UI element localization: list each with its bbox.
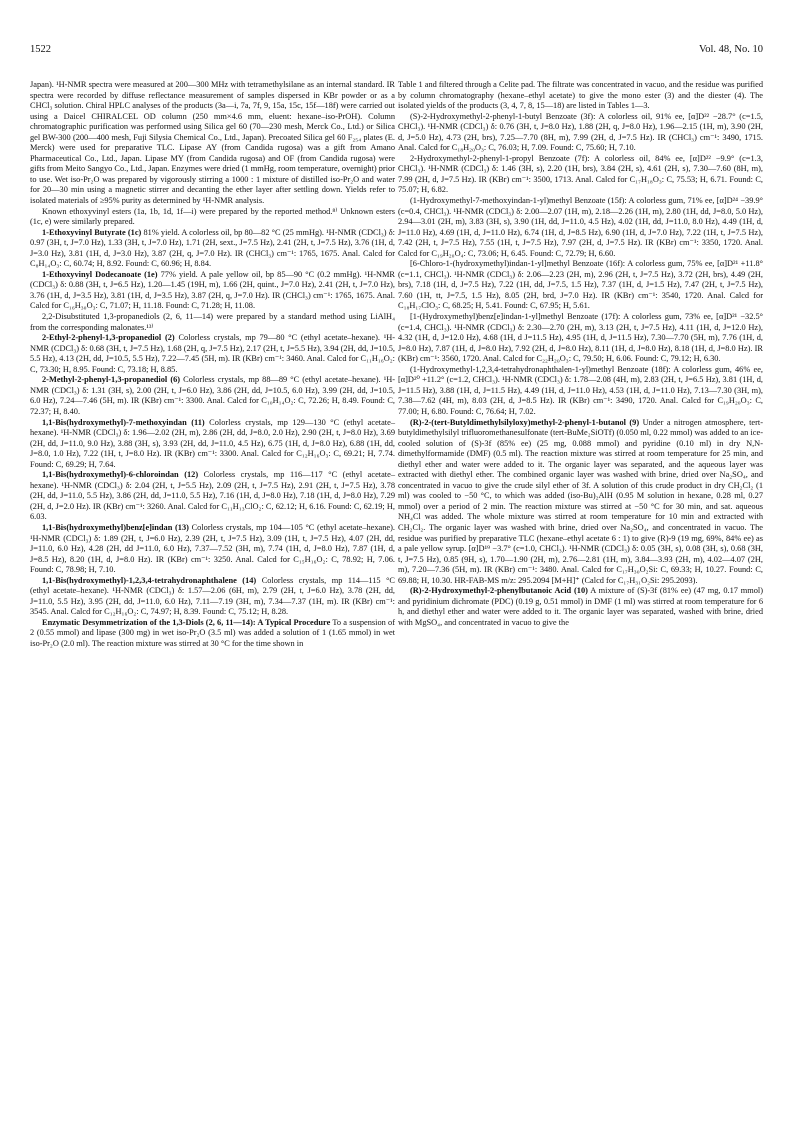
- paragraph: [30, 80, 395, 207]
- paragraph-text: 2-Hydroxymethyl-2-phenyl-1-propyl Benzoate (7f): A colorless oil, 84% ee, [α]D²² −9.9° (c=1.3, CHCl₃). ¹H-NMR (CDCl₃) δ: 1.46 (3H, s), 2.20 (1H, brs), 3.84 (2H, s), 4.61 (2H, s), 7.30—7.60 (8H, m), 7.99 (2H, d, J=7.5 Hz). IR (KBr) cm⁻¹: 3500, 1713. Anal. Calcd for C₁₇H₁₈O₃: C, 75.53; H, 6.71. Found: C, 75.07; H, 6.82.: [398, 153, 763, 195]
- paragraph: [398, 586, 763, 628]
- paragraph-text: 2,2-Disubstituted 1,3-propanediols (2, 6, 11—14) were prepared by a standard method using LiAlH₄ from the corresponding malonates.¹³⁾: [30, 312, 395, 332]
- page-number: 1522: [30, 44, 51, 55]
- paragraph-text: A mixture of (S)-3f (81% ee) (47 mg, 0.17 mmol) and pyridinium dichromate (PDC) (0.19 g, 0.51 mmol) in DMF (1 ml) was stirred at room temperature for 6 h, and diethyl ether and water were added to it. The organic layer was separated, washed with brine, dried with MgSO₄, and concentrated in vacuo to give the: [398, 586, 763, 627]
- compound-heading: (R)-2-Hydroxymethyl-2-phenylbutanoic Acid (10): [410, 586, 588, 596]
- paragraph-text: Known ethoxyvinyl esters (1a, 1b, 1d, 1f—i) were prepared by the reported method.⁸⁾ Unknown esters (1c, e) were similarly prepared.: [30, 206, 395, 227]
- paragraph: [30, 228, 395, 270]
- paragraph-text: Colorless crystals, mp 88—89 °C (ethyl acetate–hexane). ¹H-NMR (CDCl₃) δ: 1.31 (3H, s), 2.00 (2H, t, J=6.0 Hz), 3.86 (2H, dd, J=10.5, 6.0 Hz), 3.99 (2H, dd, J=10.5, 6.0 Hz), 7.24—7.46 (5H, m). IR (KBr) cm⁻¹: 3300. Anal. Calcd for C₁₀H₁₄O₂: C, 72.26; H, 8.49. Found: C, 72.37; H, 8.40.: [30, 375, 396, 416]
- left-column: [30, 80, 395, 650]
- compound-heading: 1-Ethoxyvinyl Butyrate (1c): [42, 227, 142, 237]
- compound-heading: 2-Ethyl-2-phenyl-1,3-propanediol (2): [42, 333, 175, 343]
- paragraph-text: (1-Hydroxymethyl-1,2,3,4-tetrahydronaphthalen-1-yl)methyl Benzoate (18f): A colorless gum, 46% ee, [α]D²⁰ +11.2° (c=1.2, CHCl₃). ¹H-NMR (CDCl₃) δ: 1.78—2.08 (4H, m), 2.83 (2H, t, J=6.5 Hz), 3.81 (1H, d, J=11.5 Hz), 3.88 (1H, d, J=11.5 Hz), 4.49 (1H, d, J=11.0 Hz), 4.53 (1H, d, J=11.0 Hz), 7.13—7.30 (3H, m), 7.38—7.62 (4H, m), 8.03 (2H, d, J=8.5 Hz). IR (KBr) cm⁻¹: 3490, 1720. Anal. Calcd for C₁₉H₂₀O₃: C, 77.00; H, 6.80. Found: C, 76.64; H, 7.02.: [398, 364, 763, 416]
- paragraph: [30, 576, 395, 618]
- paragraph-text: [1-(Hydroxymethyl)benz[e]indan-1-yl]methyl Benzoate (17f): A colorless gum, 73% ee, [α]D²¹ −32.5° (c=1.4, CHCl₃). ¹H-NMR (CDCl₃) δ: 2.30—2.70 (2H, m), 3.13 (2H, t, J=7.5 Hz), 4.11 (1H, d, J=12.0 Hz), 4.32 (1H, d, J=12.0 Hz), 4.68 (1H, d J=11.5 Hz), 4.95 (1H, d, J=11.5 Hz), 7.30—7.70 (5H, m), 7.76 (1H, d, J=8.0 Hz), 7.87 (1H, d, J=8.0 Hz), 7.92 (2H, d, J=8.0 Hz), 8.11 (1H, d, J=8.0 Hz), 8.18 (1H, d, J=8.0 Hz). IR (KBr) cm⁻¹: 3560, 1720. Anal. Calcd for C₂₂H₂₀O₃: C, 79.50; H, 6.06. Found: C, 79.12; H, 6.30.: [398, 312, 763, 364]
- right-column: [398, 80, 763, 628]
- paragraph: [398, 154, 763, 196]
- compound-heading: 1,1-Bis(hydroxymethyl)-7-methoxyindan (11): [42, 417, 205, 427]
- paragraph: [30, 418, 395, 471]
- compound-heading: Enzymatic Desymmetrization of the 1,3-Diols (2, 6, 11—14): A Typical Procedure: [42, 617, 331, 627]
- paragraph-text: 81% yield. A colorless oil, bp 80—82 °C (25 mmHg). ¹H-NMR (CDCl₃) δ: 0.97 (3H, t, J=7.0 Hz), 1.33 (3H, t, J=7.0 Hz), 1.71 (2H, sext., J=7.5 Hz), 2.41 (2H, t, J=7.5 Hz), 3.76 (1H, d, J=3.0 Hz), 3.81 (1H, d, J=3.0 Hz), 3.87 (2H, q, J=7.0 Hz). IR (CHCl₃) cm⁻¹: 1765, 1675. Anal. Calcd for C₈H₁₄O₃: C, 60.74; H, 8.92. Found: C, 60.96; H, 8.84.: [30, 227, 395, 269]
- paragraph-text: Under a nitrogen atmosphere, tert-butyldimethylsilyl trifluoromethanesulfonate (tert-BuMe₂SiOTf) (0.050 ml, 0.22 mmol) was added to an ice-cooled solution of (S)-3f (85% ee) (25 mg, 0.088 mmol) and pyridine (0.10 ml) in dry N,N-dimethylformamide (DMF) (0.5 ml). The reaction mixture was stirred at room temperature for 25 min, and diethyl ether and water were added to it. The organic layer was separated, and the aqueous layer was extracted with diethyl ether. The combined organic layer was washed with brine, dried over Na₂SO₄, and concentrated in vacuo to give the crude silyl ether of 3f. A solution of this crude product in dry CH₂Cl₂ (1 ml) was cooled to −50 °C, to which was added (iso-Bu)₂AlH (0.95 M solution in hexane, 0.28 ml, 0.27 mmol) over a period of 2 min. The reaction mixture was stirred at −50 °C for 30 min, and sat. aqueous NH₄Cl was added. The whole mixture was stirred at room temperature for 10 min and extracted with CH₂Cl₂. The organic layer was washed with brine, dried over Na₂SO₄, and concentrated in vacuo. The residue was purified by preparative TLC (hexane–ethyl acetate 6 : 1) to give (R)-9 (19 mg, 69%, 84% ee) as a pale yellow syrup. [α]D¹⁹ −3.7° (c=1.0, CHCl₃). ¹H-NMR (CDCl₃) δ: 0.05 (3H, s), 0.08 (3H, s), 0.68 (3H, t, J=7.5 Hz), 0.85 (9H, s), 1.70—1.90 (2H, m), 2.76—2.81 (1H, m), 3.84—3.93 (2H, m), 4.02—4.07 (2H, m), 7.20—7.36 (5H, m). IR (KBr) cm⁻¹: 3480. Anal. Calcd for C₁₇H₃₀O₂Si: C, 69.33; H, 10.27. Found: C, 69.88; H, 10.30. HR-FAB-MS m/z: 295.2094 [M+H]⁺ (Calcd for C₁₇H₃₁O₂Si: 295.2093).: [398, 417, 764, 585]
- paragraph-text: (1-Hydroxymethyl-7-methoxyindan-1-yl)methyl Benzoate (15f): A colorless gum, 71% ee, [α]D²⁴ −39.9° (c=0.4, CHCl₃). ¹H-NMR (CDCl₃) δ: 2.00—2.07 (1H, m), 2.18—2.26 (1H, m), 2.80 (1H, dd, J=8.0, 5.0 Hz), 2.94—3.01 (2H, m), 3.83 (3H, s), 3.90 (1H, dd, J=11.0, 4.5 Hz), 4.02 (1H, dd, J=11.0, 8.0 Hz), 4.49 (1H, d, J=11.0 Hz), 4.69 (1H, d, J=11.0 Hz), 6.74 (1H, d, J=8.5 Hz), 6.90 (1H, d, J=7.0 Hz), 7.22 (1H, t, J=7.5 Hz), 7.42 (2H, t, J=7.5 Hz), 7.55 (1H, t, J=7.5 Hz), 7.97 (2H, d, J=7.5 Hz). IR (KBr) cm⁻¹: 3350, 1720. Anal. Calcd for C₁₉H₂₀O₄: C, 73.06; H, 6.45. Found: C, 72.79; H, 6.60.: [398, 196, 763, 258]
- paragraph: [30, 270, 395, 312]
- paragraph: [30, 470, 395, 523]
- paragraph: [30, 333, 395, 375]
- paragraph-text: Colorless crystals, mp 116—117 °C (ethyl acetate–hexane). ¹H-NMR (CDCl₃) δ: 2.04 (2H, t, J=5.5 Hz), 2.09 (2H, t, J=7.5 Hz), 2.91 (2H, t, J=7.5 Hz), 3.78 (2H, dd, J=11.0, 5.5 Hz), 3.86 (2H, dd, J=11.0, 5.5 Hz), 7.16 (1H, d, J=8.0 Hz), 7.18 (1H, d, J=8.0 Hz), 7.29 (2H, d, J=2.0 Hz). IR (KBr) cm⁻¹: 3260. Anal. Calcd for C₁₁H₁₃ClO₂: C, 62.12; H, 6.16. Found: C, 62.19; H, 6.03.: [30, 470, 395, 522]
- page-header: [30, 44, 763, 58]
- paragraph-text: To a suspension of 2 (0.55 mmol) and lipase (300 mg) in wet iso-Pr₂O (3.5 ml) was added a solution of 1 (1.65 mmol) in wet iso-Pr₂O (2.0 ml). The reaction mixture was stirred at 30 °C for the time shown in: [30, 617, 395, 648]
- compound-heading: 2-Methyl-2-phenyl-1,3-propanediol (6): [42, 375, 181, 385]
- volume-issue: Vol. 48, No. 10: [699, 44, 763, 55]
- paragraph-text: [6-Chloro-1-(hydroxymethyl)indan-1-yl]methyl Benzoate (16f): A colorless gum, 75% ee, [α]D²¹ +11.8° (c=1.1, CHCl₃). ¹H-NMR (CDCl₃) δ: 2.06—2.23 (2H, m), 2.96 (2H, t, J=7.5 Hz), 3.72 (2H, brs), 4.49 (2H, brs), 7.18 (1H, d, J=7.5 Hz), 7.22 (1H, dd, J=7.5, 1.5 Hz), 7.37 (1H, d, J=1.5 Hz), 7.47 (2H, t, J=7.5 Hz), 7.60 (1H, tt, J=7.5, 1.5 Hz), 8.05 (2H, brd, J=7.0 Hz). IR (KBr) cm⁻¹: 3540, 1720. Anal. Calcd for C₁₈H₁₇ClO₃: C, 68.25; H, 5.41. Found: C, 67.95; H, 5.61.: [398, 259, 763, 311]
- paragraph-text: Colorless crystals, mp 79—80 °C (ethyl acetate–hexane). ¹H-NMR (CDCl₃) δ: 0.68 (3H, t, J=7.5 Hz), 1.68 (2H, q, J=7.5 Hz), 2.17 (2H, t, J=5.5 Hz), 3.94 (2H, dd, J=10.5, 5.5 Hz), 4.13 (2H, dd, J=10.5, 5.5 Hz), 7.22—7.45 (5H, m). IR (KBr) cm⁻¹: 3460. Anal. Calcd for C₁₁H₁₆O₂: C, 73.30; H, 8.95. Found: C, 73.18; H, 8.85.: [30, 333, 396, 374]
- paragraph: [30, 375, 395, 417]
- paragraph: [30, 523, 395, 576]
- paragraph: [30, 618, 395, 650]
- paragraph-text: 77% yield. A pale yellow oil, bp 85—90 °C (0.2 mmHg). ¹H-NMR (CDCl₃) δ: 0.88 (3H, t, J=6.5 Hz), 1.20—1.45 (19H, m), 1.66 (2H, quint., J=7.0 Hz), 2.41 (2H, t, J=7.0 Hz), 3.76 (1H, d, J=3.5 Hz), 3.81 (1H, d, J=3.5 Hz), 3.87 (2H, q, J=7.0 Hz). IR (CHCl₃) cm⁻¹: 1765, 1675. Anal. Calcd for C₁₆H₃₀O₃: C, 71.07; H, 11.18. Found: C, 71.28; H, 11.08.: [30, 269, 395, 311]
- compound-heading: 1-Ethoxyvinyl Dodecanoate (1e): [42, 269, 158, 279]
- compound-heading: 1,1-Bis(hydroxymethyl)-1,2,3,4-tetrahydronaphthalene (14): [42, 575, 257, 585]
- paragraph: [398, 80, 763, 112]
- compound-heading: 1,1-Bis(hydroxymethyl)benz[e]indan (13): [42, 522, 189, 532]
- paragraph: [398, 312, 763, 365]
- paragraph: [398, 418, 763, 587]
- compound-heading: (R)-2-(tert-Butyldimethylsilyloxy)methyl-2-phenyl-1-butanol (9): [410, 417, 640, 427]
- paragraph: [398, 112, 763, 154]
- paragraph-text: Table 1 and filtered through a Celite pad. The filtrate was concentrated in vacuo, and the residue was purified by column chromatography (hexane–ethyl acetate) to give the mono ester (3) and the diester (4). The isolated yields of the products (3, 4, 7, 8, 15—18) are listed in Tables 1—3.: [398, 80, 763, 111]
- paragraph: [398, 196, 763, 259]
- compound-heading: 1,1-Bis(hydroxymethyl)-6-chloroindan (12): [42, 470, 199, 480]
- paragraph: [398, 259, 763, 312]
- paragraph-text: Colorless crystals, mp 104—105 °C (ethyl acetate–hexane). ¹H-NMR (CDCl₃) δ: 1.89 (2H, t, J=6.0 Hz), 2.39 (2H, t, J=7.5 Hz), 3.09 (1H, t, J=7.5 Hz), 4.07 (2H, dd, J=11.0, 6.0 Hz), 4.28 (2H, dd J=11.0, 6.0 Hz), 7.37—7.52 (3H, m), 7.74 (1H, d, J=8.0 Hz), 7.87 (1H, d, J=8.5 Hz), 8.20 (1H, d, J=8.0 Hz). IR (KBr) cm⁻¹: 3250. Anal. Calcd for C₁₅H₁₆O₂: C, 78.92; H, 7.06. Found: C, 78.98; H, 7.10.: [30, 522, 395, 575]
- paragraph: [30, 312, 395, 333]
- paragraph-text: Colorless crystals, mp 129—130 °C (ethyl acetate–hexane). ¹H-NMR (CDCl₃) δ: 1.96—2.02 (2H, m), 2.86 (2H, dd, J=8.0, 2.0 Hz), 2.90 (2H, t, J=8.0 Hz), 3.69 (2H, dd, J=11.0, 9.0 Hz), 3.88 (3H, s), 3.93 (2H, dd, J=11.0, 4.5 Hz), 6.75 (1H, d, J=8.0 Hz), 6.88 (1H, dd, J=8.0, 1.0 Hz), 7.22 (1H, t, J=8.0 Hz). IR (KBr) cm⁻¹: 3300. Anal. Calcd for C₁₂H₁₆O₃: C, 69.21; H, 7.74. Found: C, 69.29; H, 7.64.: [30, 417, 396, 469]
- paragraph: [398, 365, 763, 418]
- paragraph: [30, 207, 395, 228]
- paragraph-text: Japan). ¹H-NMR spectra were measured at 200—300 MHz with tetramethylsilane as an internal standard. IR spectra were recorded by diffuse reflectance measurement of samples dispersed in KBr powder or as a CHCl₃ solution. Chiral HPLC analyses of the products (3a—i, 7a, 7f, 9, 15a, 15c, 15f—18f) were carried out using a Daicel CHIRALCEL OD column (250 mm×4.6 mm, eluent: hexane–iso-PrOH). Column chromatographic purification was performed using Silica gel 60 (70—230 mesh, Merck Co., Ltd.) or Silica gel BW-300 (200—400 mesh, Fuji Silysia Chemical Co., Ltd., Japan). Precoated Silica gel 60 F₂₅₄ plates (E. Merck) were used for preparative TLC. Lipase AY (from Candida rugosa) was a gift from Amano Pharmaceutical Co., Ltd., Japan. Lipase MY (from Candida rugosa) and OF (from Candida rugosa) were gifts from Meito Sangyo Co., Ltd., Japan. Enzymes were dried (1 mmHg, room temperature, overnight) prior to use. Wet iso-Pr₂O was prepared by vigorously stirring a 1000 : 1 mixture of distilled iso-Pr₂O and water for 20—30 min using a magnetic stirrer and decanting the ether layer after settling down. Yields refer to isolated materials of ≥95% purity as determined by ¹H-NMR analysis.: [30, 80, 395, 206]
- paragraph-text: Colorless crystals, mp 114—115 °C (ethyl acetate–hexane). ¹H-NMR (CDCl₃) δ: 1.57—2.06 (6H, m), 2.79 (2H, t, J=6.0 Hz), 3.78 (2H, dd, J=11.0, 5.5 Hz), 3.95 (2H, dd, J=11.0, 6.0 Hz), 7.11—7.19 (3H, m), 7.34—7.37 (1H, m). IR (KBr) cm⁻¹: 3545. Anal. Calcd for C₁₂H₁₆O₂: C, 74.97; H, 8.39. Found: C, 75.12; H, 8.28.: [30, 575, 395, 617]
- paragraph-text: (S)-2-Hydroxymethyl-2-phenyl-1-butyl Benzoate (3f): A colorless oil, 91% ee, [α]D²² −28.7° (c=1.5, CHCl₃). ¹H-NMR (CDCl₃) δ: 0.76 (3H, t, J=8.0 Hz), 1.88 (2H, q, J=8.0 Hz), 1.96—2.15 (1H, m), 3.90 (2H, d, J=5.0 Hz), 4.73 (2H, brs), 7.25—7.70 (8H, m), 7.99 (2H, d, J=7.5 Hz). IR (CHCl₃) cm⁻¹: 3490, 1715. Anal. Calcd for C₁₈H₂₀O₃: C, 76.03; H, 7.09. Found: C, 75.60; H, 7.10.: [398, 111, 763, 153]
